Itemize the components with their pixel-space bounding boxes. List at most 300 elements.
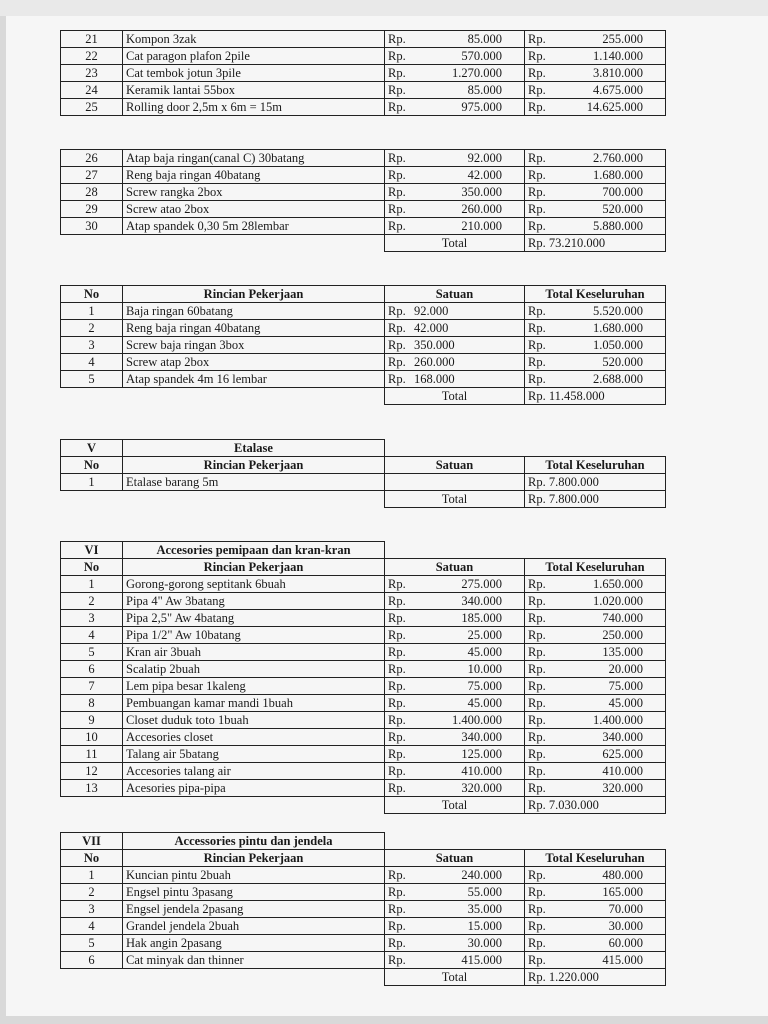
table-row: [61, 303, 666, 320]
currency-label: Rp.: [388, 868, 406, 882]
total-label: Total: [385, 491, 525, 508]
line-total: [525, 201, 666, 218]
cost-table-doors: [60, 832, 666, 986]
currency-label: Rp.: [528, 730, 546, 744]
table-row: [61, 337, 666, 354]
currency-label: Rp.: [388, 902, 406, 916]
item-description: Screw baja ringan 3box: [123, 337, 385, 354]
unit-price: [385, 867, 525, 884]
line-total: [525, 610, 666, 627]
header-unit-price: Satuan: [385, 850, 525, 867]
amount-value: 15.000: [467, 919, 502, 933]
section-number: VII: [61, 833, 123, 850]
currency-label: Rp.: [528, 168, 546, 182]
row-number: 2: [61, 884, 123, 901]
header-unit-price: Satuan: [385, 559, 525, 576]
table-row: [61, 661, 666, 678]
currency-label: Rp.: [388, 168, 406, 182]
amount-value: 975.000: [461, 100, 502, 114]
currency-label: Rp.: [388, 936, 406, 950]
currency-label: Rp.: [388, 919, 406, 933]
table-row: [61, 884, 666, 901]
amount-value: 2.760.000: [593, 151, 643, 165]
header-description: Rincian Pekerjaan: [123, 457, 385, 474]
section-number: VI: [61, 542, 123, 559]
row-number: 3: [61, 901, 123, 918]
item-description: Kompon 3zak: [123, 31, 385, 48]
currency-label: Rp.: [528, 151, 546, 165]
header-no: No: [61, 457, 123, 474]
item-description: Cat tembok jotun 3pile: [123, 65, 385, 82]
line-total: [525, 952, 666, 969]
currency-label: Rp.: [388, 781, 406, 795]
unit-price: [385, 99, 525, 116]
line-total: [525, 354, 666, 371]
amount-value: 3.810.000: [593, 66, 643, 80]
grand-total: Rp. 11.458.000: [525, 388, 666, 405]
section-title: Etalase: [123, 440, 385, 457]
amount-value: 10.000: [467, 662, 502, 676]
total-row: [61, 797, 666, 814]
amount-value: 480.000: [602, 868, 643, 882]
currency-label: Rp.: [388, 679, 406, 693]
unit-price: [385, 610, 525, 627]
currency-label: Rp.: [528, 611, 546, 625]
amount-value: 320.000: [461, 781, 502, 795]
table-row: [61, 935, 666, 952]
table-row: [61, 712, 666, 729]
section-title-row: [61, 440, 666, 457]
table-row: [61, 99, 666, 116]
currency-label: Rp.: [528, 49, 546, 63]
amount-value: 42.000: [414, 321, 449, 335]
table-row: [61, 31, 666, 48]
currency-label: Rp.: [528, 628, 546, 642]
item-description: Kuncian pintu 2buah: [123, 867, 385, 884]
item-description: Screw rangka 2box: [123, 184, 385, 201]
amount-value: 250.000: [602, 628, 643, 642]
unit-price: [385, 201, 525, 218]
currency-label: Rp.: [528, 202, 546, 216]
unit-price: [385, 678, 525, 695]
blank-cell: [525, 542, 666, 559]
item-description: Pembuangan kamar mandi 1buah: [123, 695, 385, 712]
currency-label: Rp.: [388, 100, 406, 114]
row-number: 11: [61, 746, 123, 763]
table-row: [61, 218, 666, 235]
amount-value: 1.650.000: [593, 577, 643, 591]
blank-cell: [123, 491, 385, 508]
line-total: [525, 884, 666, 901]
unit-price: [385, 82, 525, 99]
currency-label: Rp.: [528, 66, 546, 80]
row-number: 5: [61, 644, 123, 661]
amount-value: 275.000: [461, 577, 502, 591]
amount-value: 340.000: [461, 730, 502, 744]
row-number: 9: [61, 712, 123, 729]
blank-cell: [385, 833, 525, 850]
currency-label: Rp.: [528, 577, 546, 591]
unit-price: [385, 746, 525, 763]
line-total: [525, 167, 666, 184]
amount-value: 5.520.000: [593, 304, 643, 318]
amount-value: 75.000: [467, 679, 502, 693]
currency-label: Rp.: [388, 764, 406, 778]
currency-label: Rp.: [528, 764, 546, 778]
row-number: 12: [61, 763, 123, 780]
amount-value: 340.000: [461, 594, 502, 608]
line-total: [525, 644, 666, 661]
amount-value: 350.000: [461, 185, 502, 199]
header-no: No: [61, 286, 123, 303]
amount-value: 340.000: [602, 730, 643, 744]
row-number: 4: [61, 354, 123, 371]
amount-value: 85.000: [467, 83, 502, 97]
unit-price: [385, 184, 525, 201]
unit-price: [385, 627, 525, 644]
table-row: [61, 867, 666, 884]
line-total: [525, 935, 666, 952]
amount-value: 20.000: [608, 662, 643, 676]
unit-price: [385, 576, 525, 593]
amount-value: 520.000: [602, 202, 643, 216]
currency-label: Rp.: [528, 679, 546, 693]
blank-cell: [525, 440, 666, 457]
currency-label: Rp.: [528, 338, 546, 352]
amount-value: 260.000: [414, 355, 455, 369]
amount-value: 415.000: [602, 953, 643, 967]
unit-price: [385, 593, 525, 610]
total-label: Total: [385, 388, 525, 405]
currency-label: Rp.: [388, 355, 406, 369]
item-description: Screw atap 2box: [123, 354, 385, 371]
item-description: Screw atao 2box: [123, 201, 385, 218]
item-description: Etalase barang 5m: [123, 474, 385, 491]
line-total: Rp. 7.800.000: [525, 474, 666, 491]
line-total: [525, 901, 666, 918]
currency-label: Rp.: [528, 185, 546, 199]
row-number: 26: [61, 150, 123, 167]
row-number: 1: [61, 867, 123, 884]
row-number: 2: [61, 593, 123, 610]
line-total: [525, 746, 666, 763]
table-row: [61, 201, 666, 218]
line-total: [525, 218, 666, 235]
amount-value: 1.400.000: [593, 713, 643, 727]
line-total: [525, 31, 666, 48]
scan-top-edge: [0, 0, 768, 16]
amount-value: 1.020.000: [593, 594, 643, 608]
currency-label: Rp.: [388, 66, 406, 80]
amount-value: 85.000: [467, 32, 502, 46]
row-number: 3: [61, 610, 123, 627]
unit-price: [385, 780, 525, 797]
blank-cell: [61, 797, 123, 814]
amount-value: 2.688.000: [593, 372, 643, 386]
unit-price: [385, 354, 525, 371]
row-number: 1: [61, 576, 123, 593]
table-row: [61, 474, 666, 491]
item-description: Reng baja ringan 40batang: [123, 320, 385, 337]
line-total: [525, 763, 666, 780]
unit-price: [385, 167, 525, 184]
blank-cell: [123, 797, 385, 814]
currency-label: Rp.: [388, 338, 406, 352]
total-row: [61, 969, 666, 986]
currency-label: Rp.: [388, 577, 406, 591]
unit-price: [385, 31, 525, 48]
table-row: [61, 320, 666, 337]
currency-label: Rp.: [388, 594, 406, 608]
item-description: Kran air 3buah: [123, 644, 385, 661]
currency-label: Rp.: [528, 321, 546, 335]
item-description: Pipa 2,5" Aw 4batang: [123, 610, 385, 627]
line-total: [525, 780, 666, 797]
amount-value: 14.625.000: [586, 100, 643, 114]
amount-value: 60.000: [608, 936, 643, 950]
line-total: [525, 729, 666, 746]
amount-value: 5.880.000: [593, 219, 643, 233]
amount-value: 1.680.000: [593, 168, 643, 182]
currency-label: Rp.: [388, 953, 406, 967]
section-title-row: [61, 833, 666, 850]
currency-label: Rp.: [528, 919, 546, 933]
item-description: Rolling door 2,5m x 6m = 15m: [123, 99, 385, 116]
amount-value: 92.000: [467, 151, 502, 165]
total-row: [61, 388, 666, 405]
currency-label: Rp.: [388, 662, 406, 676]
item-description: Accesories closet: [123, 729, 385, 746]
blank-cell: [385, 440, 525, 457]
currency-label: Rp.: [528, 696, 546, 710]
line-total: [525, 65, 666, 82]
amount-value: 75.000: [608, 679, 643, 693]
total-label: Total: [385, 235, 525, 252]
unit-price: [385, 218, 525, 235]
amount-value: 320.000: [602, 781, 643, 795]
item-description: Cat minyak dan thinner: [123, 952, 385, 969]
item-description: Scalatip 2buah: [123, 661, 385, 678]
row-number: 28: [61, 184, 123, 201]
cost-table-roof-alt: [60, 285, 666, 405]
section-title: Accessories pintu dan jendela: [123, 833, 385, 850]
amount-value: 210.000: [461, 219, 502, 233]
unit-price: [385, 901, 525, 918]
row-number: 5: [61, 935, 123, 952]
unit-price: [385, 48, 525, 65]
amount-value: 350.000: [414, 338, 455, 352]
line-total: [525, 712, 666, 729]
row-number: 24: [61, 82, 123, 99]
table-row: [61, 901, 666, 918]
item-description: Reng baja ringan 40batang: [123, 167, 385, 184]
table-row: [61, 65, 666, 82]
row-number: 1: [61, 303, 123, 320]
row-number: 7: [61, 678, 123, 695]
blank-cell: [61, 491, 123, 508]
amount-value: 165.000: [602, 885, 643, 899]
amount-value: 415.000: [461, 953, 502, 967]
amount-value: 255.000: [602, 32, 643, 46]
total-row: [61, 235, 666, 252]
amount-value: 45.000: [608, 696, 643, 710]
row-number: 1: [61, 474, 123, 491]
amount-value: 25.000: [467, 628, 502, 642]
table-row: [61, 729, 666, 746]
currency-label: Rp.: [528, 219, 546, 233]
amount-value: 70.000: [608, 902, 643, 916]
amount-value: 700.000: [602, 185, 643, 199]
amount-value: 168.000: [414, 372, 455, 386]
table-row: [61, 48, 666, 65]
amount-value: 1.270.000: [452, 66, 502, 80]
item-description: Acesories pipa-pipa: [123, 780, 385, 797]
header-total: Total Keseluruhan: [525, 457, 666, 474]
amount-value: 125.000: [461, 747, 502, 761]
currency-label: Rp.: [388, 321, 406, 335]
unit-price: [385, 303, 525, 320]
amount-value: 4.675.000: [593, 83, 643, 97]
table-row: [61, 354, 666, 371]
unit-price: [385, 65, 525, 82]
line-total: [525, 695, 666, 712]
currency-label: Rp.: [528, 100, 546, 114]
row-number: 10: [61, 729, 123, 746]
header-no: No: [61, 850, 123, 867]
amount-value: 1.400.000: [452, 713, 502, 727]
unit-price: [385, 661, 525, 678]
cost-table-roof: [60, 149, 666, 252]
row-number: 3: [61, 337, 123, 354]
unit-price: [385, 644, 525, 661]
table-row: [61, 593, 666, 610]
currency-label: Rp.: [528, 594, 546, 608]
currency-label: Rp.: [388, 185, 406, 199]
amount-value: 520.000: [602, 355, 643, 369]
header-description: Rincian Pekerjaan: [123, 286, 385, 303]
currency-label: Rp.: [388, 372, 406, 386]
currency-label: Rp.: [388, 713, 406, 727]
currency-label: Rp.: [388, 304, 406, 318]
section-title-row: [61, 542, 666, 559]
unit-price: [385, 337, 525, 354]
currency-label: Rp.: [528, 662, 546, 676]
amount-value: 410.000: [461, 764, 502, 778]
amount-value: 35.000: [467, 902, 502, 916]
item-description: Atap spandek 4m 16 lembar: [123, 371, 385, 388]
amount-value: 30.000: [608, 919, 643, 933]
line-total: [525, 678, 666, 695]
table-row: [61, 610, 666, 627]
cost-table-continued: [60, 30, 666, 116]
table-row: [61, 184, 666, 201]
table-row: [61, 627, 666, 644]
currency-label: Rp.: [388, 645, 406, 659]
currency-label: Rp.: [388, 151, 406, 165]
currency-label: Rp.: [528, 372, 546, 386]
amount-value: 740.000: [602, 611, 643, 625]
amount-value: 185.000: [461, 611, 502, 625]
blank-cell: [123, 969, 385, 986]
line-total: [525, 337, 666, 354]
currency-label: Rp.: [528, 32, 546, 46]
table-row: [61, 952, 666, 969]
currency-label: Rp.: [528, 355, 546, 369]
table-row: [61, 763, 666, 780]
row-number: 13: [61, 780, 123, 797]
row-number: 6: [61, 661, 123, 678]
item-description: Cat paragon plafon 2pile: [123, 48, 385, 65]
unit-price: [385, 952, 525, 969]
currency-label: Rp.: [528, 902, 546, 916]
total-row: [61, 491, 666, 508]
table-row: [61, 82, 666, 99]
currency-label: Rp.: [528, 713, 546, 727]
currency-label: Rp.: [388, 49, 406, 63]
blank-cell: [525, 833, 666, 850]
header-no: No: [61, 559, 123, 576]
row-number: 6: [61, 952, 123, 969]
currency-label: Rp.: [388, 696, 406, 710]
row-number: 27: [61, 167, 123, 184]
table-row: [61, 576, 666, 593]
grand-total: Rp. 73.210.000: [525, 235, 666, 252]
table-row: [61, 644, 666, 661]
line-total: [525, 627, 666, 644]
unit-price: [385, 935, 525, 952]
table-row: [61, 746, 666, 763]
item-description: Pipa 1/2" Aw 10batang: [123, 627, 385, 644]
amount-value: 570.000: [461, 49, 502, 63]
table-row: [61, 695, 666, 712]
amount-value: 92.000: [414, 304, 449, 318]
currency-label: Rp.: [388, 219, 406, 233]
item-description: Baja ringan 60batang: [123, 303, 385, 320]
item-description: Pipa 4" Aw 3batang: [123, 593, 385, 610]
row-number: 2: [61, 320, 123, 337]
header-unit-price: Satuan: [385, 286, 525, 303]
item-description: Gorong-gorong septitank 6buah: [123, 576, 385, 593]
blank-cell: [61, 388, 123, 405]
line-total: [525, 867, 666, 884]
item-description: Engsel jendela 2pasang: [123, 901, 385, 918]
unit-price: [385, 884, 525, 901]
line-total: [525, 303, 666, 320]
table-row: [61, 150, 666, 167]
item-description: Engsel pintu 3pasang: [123, 884, 385, 901]
row-number: 21: [61, 31, 123, 48]
unit-price: [385, 918, 525, 935]
amount-value: 410.000: [602, 764, 643, 778]
item-description: Atap spandek 0,30 5m 28lembar: [123, 218, 385, 235]
currency-label: Rp.: [528, 747, 546, 761]
currency-label: Rp.: [388, 730, 406, 744]
line-total: [525, 593, 666, 610]
currency-label: Rp.: [388, 747, 406, 761]
amount-value: 1.680.000: [593, 321, 643, 335]
line-total: [525, 320, 666, 337]
item-description: Keramik lantai 55box: [123, 82, 385, 99]
total-label: Total: [385, 969, 525, 986]
section-number: V: [61, 440, 123, 457]
table-row: [61, 371, 666, 388]
line-total: [525, 184, 666, 201]
line-total: [525, 576, 666, 593]
blank-cell: [123, 388, 385, 405]
amount-value: 30.000: [467, 936, 502, 950]
header-unit-price: Satuan: [385, 457, 525, 474]
line-total: [525, 99, 666, 116]
